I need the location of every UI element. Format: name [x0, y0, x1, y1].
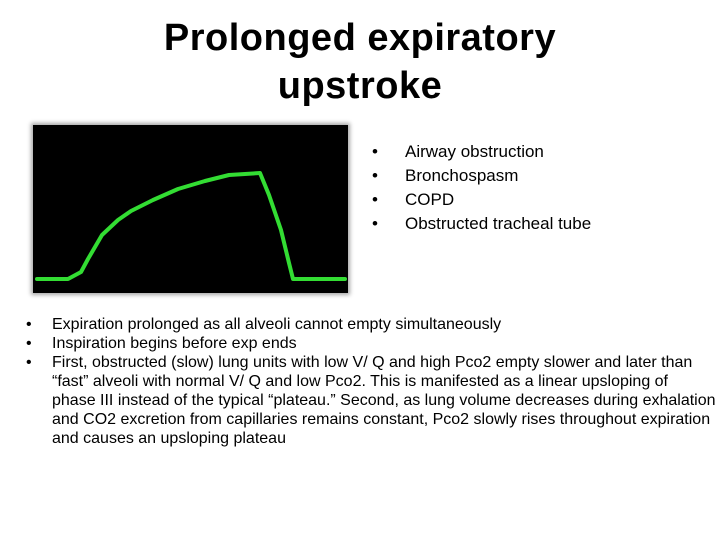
causes-list-item: [372, 212, 591, 236]
notes-list-item: [26, 353, 716, 448]
causes-list: [372, 140, 591, 236]
cause-text: Bronchospasm: [405, 166, 519, 185]
slide-title: [95, 14, 625, 110]
causes-list-item: [372, 164, 591, 188]
capnogram-trace: [37, 173, 345, 279]
note-text: Inspiration begins before exp ends: [52, 335, 297, 352]
cause-text: COPD: [405, 190, 455, 209]
notes-list-item: [26, 334, 716, 353]
notes-list-item: [26, 315, 716, 334]
note-text: First, obstructed (slow) lung units with low V/ Q and high Pco2 empty slower and later than “fast” alveoli with normal V/ Q and low Pco2. This is manifested as a linear upsloping of phase III instead of the typical “plateau.” Second, as lung volume decreases during exhalation and CO2 excretion from capillaries remains constant, Pco2 slowly rises throughout expiration and causes an upsloping plateau: [52, 354, 716, 447]
slide-title-line-2: upstroke: [277, 65, 443, 107]
bullet-icon: •: [26, 354, 32, 371]
causes-list-item: [372, 140, 591, 164]
notes-list: [26, 315, 716, 448]
causes-list-item: [372, 188, 591, 212]
cause-text: Airway obstruction: [405, 142, 544, 161]
bullet-icon: •: [372, 142, 378, 161]
bullet-icon: •: [26, 335, 32, 352]
bullet-icon: •: [372, 190, 378, 209]
bullet-icon: •: [372, 214, 378, 233]
capnogram-waveform-svg: [33, 125, 348, 293]
slide-title-line-1: Prolonged expiratory: [163, 17, 557, 59]
cause-text: Obstructed tracheal tube: [405, 214, 592, 233]
note-text: Expiration prolonged as all alveoli cannot empty simultaneously: [52, 316, 502, 333]
bullet-icon: •: [26, 316, 32, 333]
capnogram-waveform-image: [33, 125, 348, 293]
bullet-icon: •: [372, 166, 378, 185]
